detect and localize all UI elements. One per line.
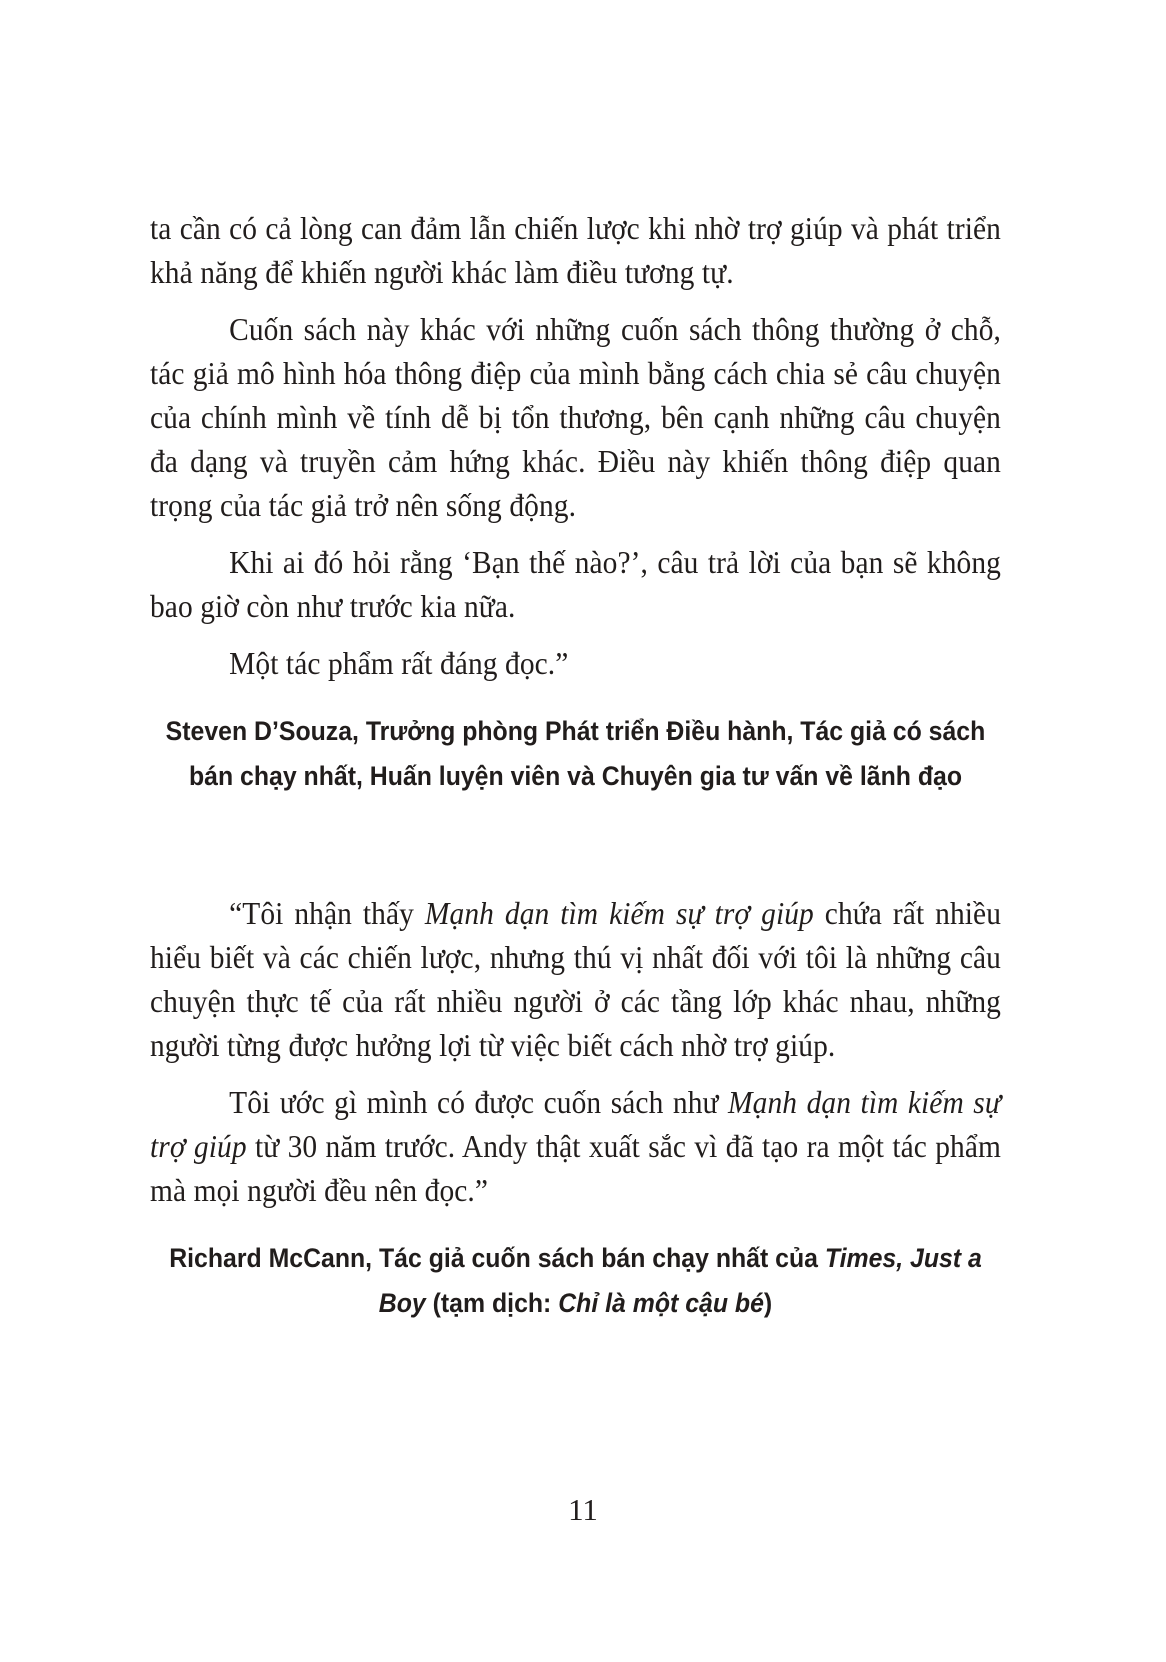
paragraph: “Tôi nhận thấy Mạnh dạn tìm kiếm sự trợ giúp chứa rất nhiều hiểu biết và các chiến lược, nhưng thú vị nhất đối với tôi là những câu chuyện thực tế của rất nhiều người ở các tầng lớp khác nhau, những người từng được hưởng lợi từ việc biết cách nhờ trợ giúp. [150, 895, 1002, 1063]
paragraph: Tôi ước gì mình có được cuốn sách như Mạnh dạn tìm kiếm sự trợ giúp từ 30 năm trước. Andy thật xuất sắc vì đã tạo ra một tác phẩm mà mọi người đều nên đọc.” [150, 1084, 1001, 1208]
attribution: Richard McCann, Tác giả cuốn sách bán chạy nhất của Times, Just a Boy (tạm dịch: Chỉ là một cậu bé) [169, 1243, 982, 1318]
page-content [150, 206, 1001, 1326]
paragraph: Cuốn sách này khác với những cuốn sách thông thường ở chỗ, tác giả mô hình hóa thông điệp của mình bằng cách chia sẻ câu chuyện của chính mình về tính dễ bị tổn thương, bên cạnh những câu chuyện đa dạng và truyền cảm hứng khác. Điều này khiến thông điệp quan trọng của tác giả trở nên sống động. [150, 311, 1001, 523]
paragraph: Một tác phẩm rất đáng đọc.” [229, 645, 569, 681]
attribution: Steven D’Souza, Trưởng phòng Phát triển Điều hành, Tác giả có sách bán chạy nhất, Huấn luyện viên và Chuyên gia tư vấn về lãnh đạo [165, 716, 986, 791]
paragraph: Khi ai đó hỏi rằng ‘Bạn thế nào?’, câu trả lời của bạn sẽ không bao giờ còn như trước kia nữa. [150, 544, 1001, 624]
paragraph: ta cần có cả lòng can đảm lẫn chiến lược khi nhờ trợ giúp và phát triển khả năng để khiến người khác làm điều tương tự. [150, 210, 1001, 290]
page-number: 11 [568, 1492, 598, 1527]
